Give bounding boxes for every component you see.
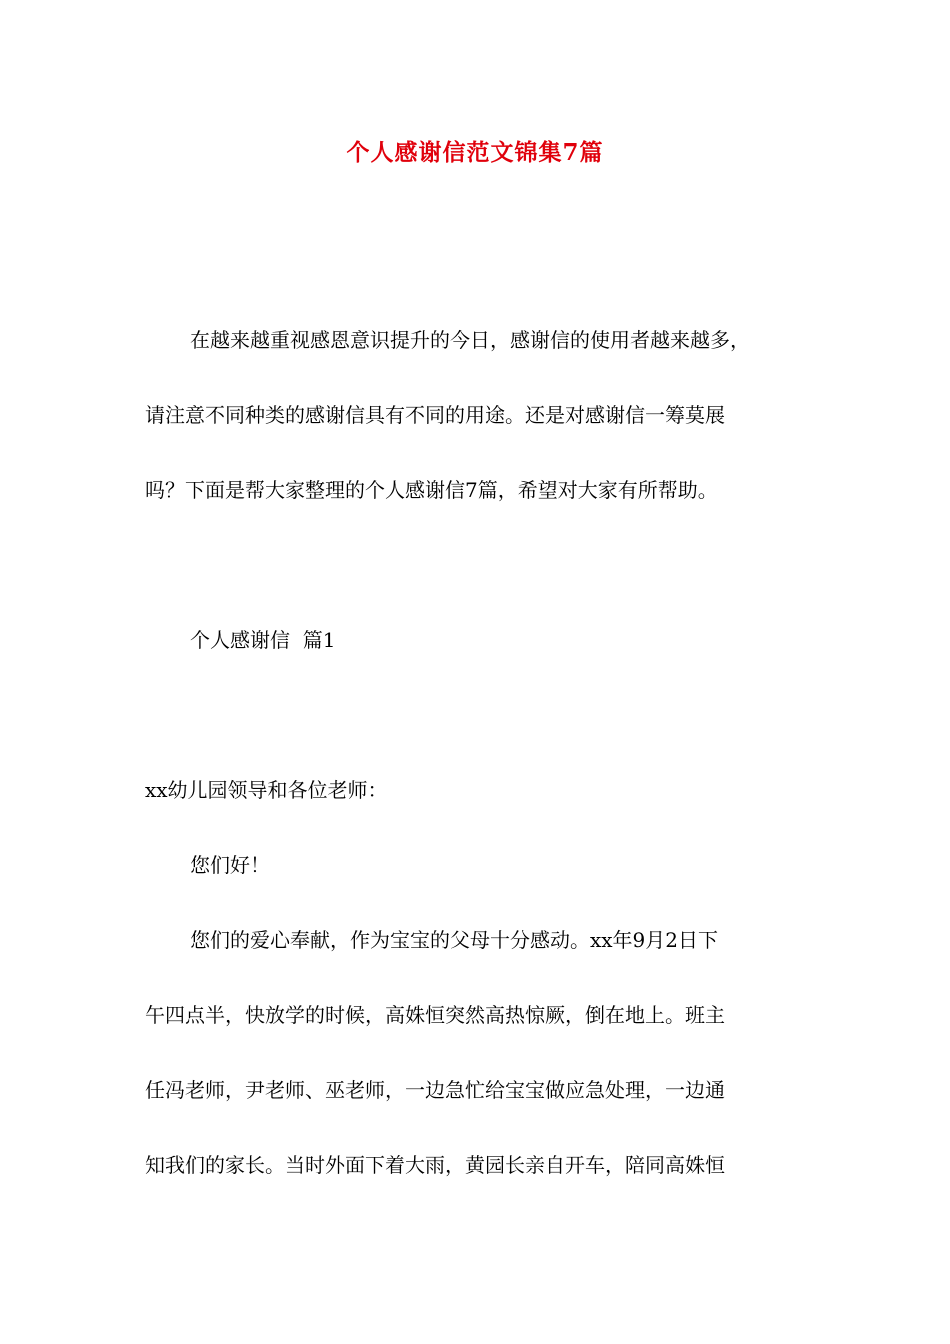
section-heading: 个人感谢信 篇1 (190, 628, 336, 652)
intro-line-2: 请注意不同种类的感谢信具有不同的用途。还是对感谢信一筹莫展 (145, 403, 725, 427)
body-line-2: 午四点半，快放学的时候，高姝恒突然高热惊厥，倒在地上。班主 (145, 1003, 725, 1027)
body-line-1: 您们的爱心奉献，作为宝宝的父母十分感动。xx年9月2日下 (190, 928, 719, 952)
intro-line-1: 在越来越重视感恩意识提升的今日，感谢信的使用者越来越多， (190, 328, 750, 352)
greeting: 您们好！ (190, 853, 270, 877)
document-title: 个人感谢信范文锦集7篇 (346, 139, 604, 166)
body-line-3: 任冯老师，尹老师、巫老师，一边急忙给宝宝做应急处理，一边通 (145, 1078, 725, 1102)
intro-line-3: 吗？下面是帮大家整理的个人感谢信7篇，希望对大家有所帮助。 (145, 478, 718, 502)
body-line-4: 知我们的家长。当时外面下着大雨，黄园长亲自开车，陪同高姝恒 (145, 1153, 725, 1177)
salutation: xx幼儿园领导和各位老师： (145, 778, 388, 802)
